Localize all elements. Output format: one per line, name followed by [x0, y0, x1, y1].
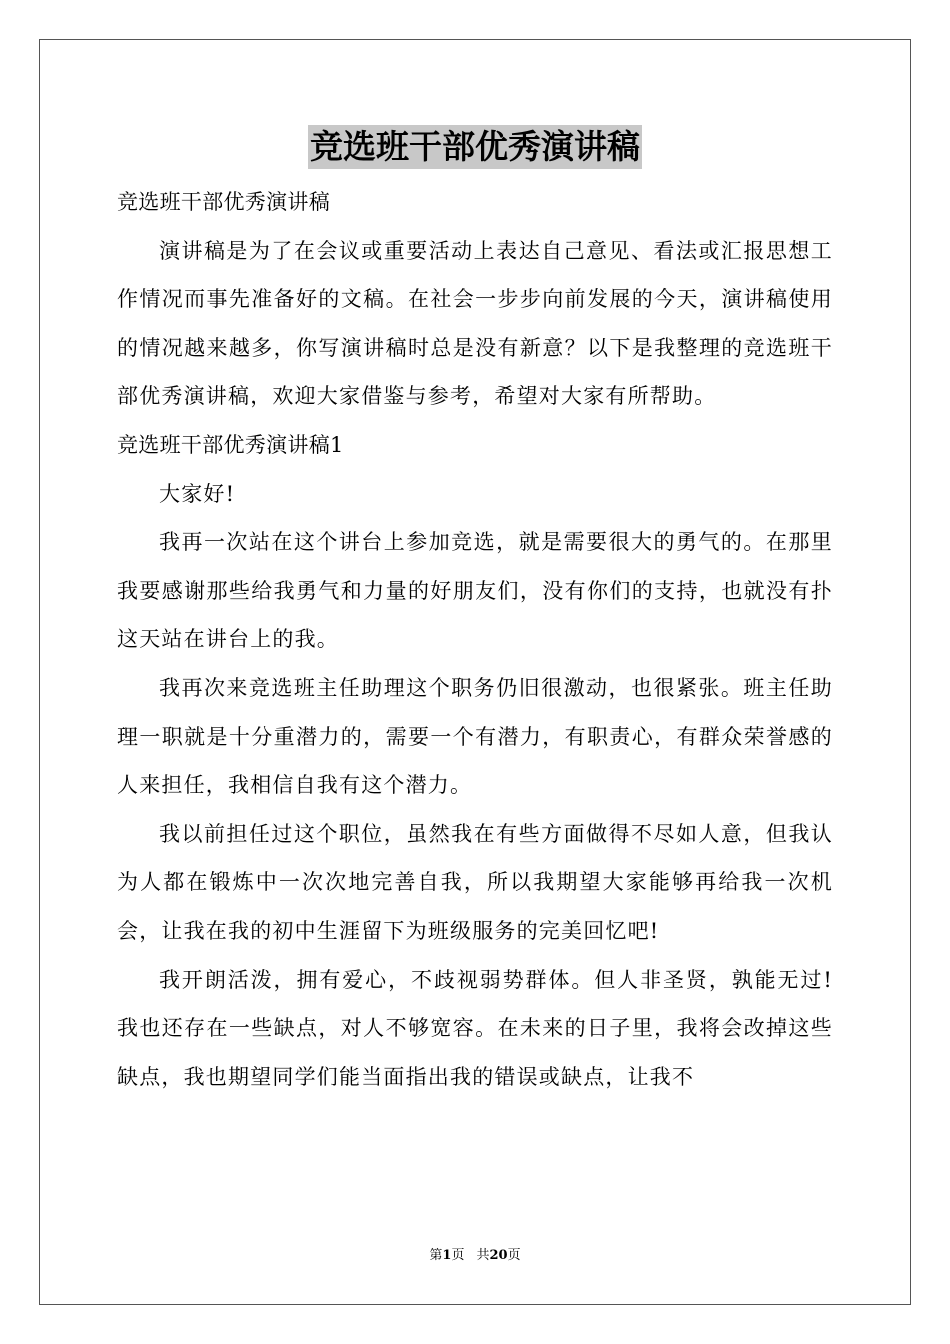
page-prefix: 第 — [429, 1248, 443, 1263]
section-heading: 竞选班干部优秀演讲稿1 — [117, 432, 344, 457]
page-suffix: 页 — [451, 1248, 465, 1263]
body-paragraph: 我再次来竞选班主任助理这个职务仍旧很激动，也很紧张。班主任助理一职就是十分重潜力的，需要一个有潜力，有职责心，有群众荣誉感的人来担任，我相信自我有这个潜力。 — [117, 675, 833, 798]
body-paragraph: 我再一次站在这个讲台上参加竞选，就是需要很大的勇气的。在那里我要感谢那些给我勇气和力量的好朋友们，没有你们的支持，也就没有扑这天站在讲台上的我。 — [117, 530, 833, 652]
total-pages: 20 — [489, 1248, 508, 1263]
section-heading: 竞选班干部优秀演讲稿 — [117, 190, 330, 214]
greeting-paragraph: 大家好! — [159, 481, 236, 506]
total-prefix: 共 — [476, 1248, 490, 1263]
page-footer — [0, 1247, 950, 1265]
body-paragraph: 我以前担任过这个职位，虽然我在有些方面做得不尽如人意，但我认为人都在锻炼中一次次地完善自我，所以我期望大家能够再给我一次机会，让我在我的初中生涯留下为班级服务的完美回忆吧! — [117, 821, 833, 943]
total-suffix: 页 — [507, 1248, 521, 1263]
body-paragraph: 演讲稿是为了在会议或重要活动上表达自己意见、看法或汇报思想工作情况而事先准备好的文稿。在社会一步步向前发展的今天，演讲稿使用的情况越来越多，你写演讲稿时总是没有新意？以下是我整理的竞选班干部优秀演讲稿，欢迎大家借鉴与参考，希望对大家有所帮助。 — [117, 238, 833, 409]
document-title: 竞选班干部优秀演讲稿 — [308, 125, 642, 169]
document-body — [117, 178, 833, 1101]
body-paragraph: 我开朗活泼，拥有爱心，不歧视弱势群体。但人非圣贤，孰能无过!我也还存在一些缺点，对人不够宽容。在未来的日子里，我将会改掉这些缺点，我也期望同学们能当面指出我的错误或缺点，让我不 — [117, 967, 833, 1089]
title-container — [0, 125, 950, 169]
page-number: 1 — [442, 1248, 452, 1263]
